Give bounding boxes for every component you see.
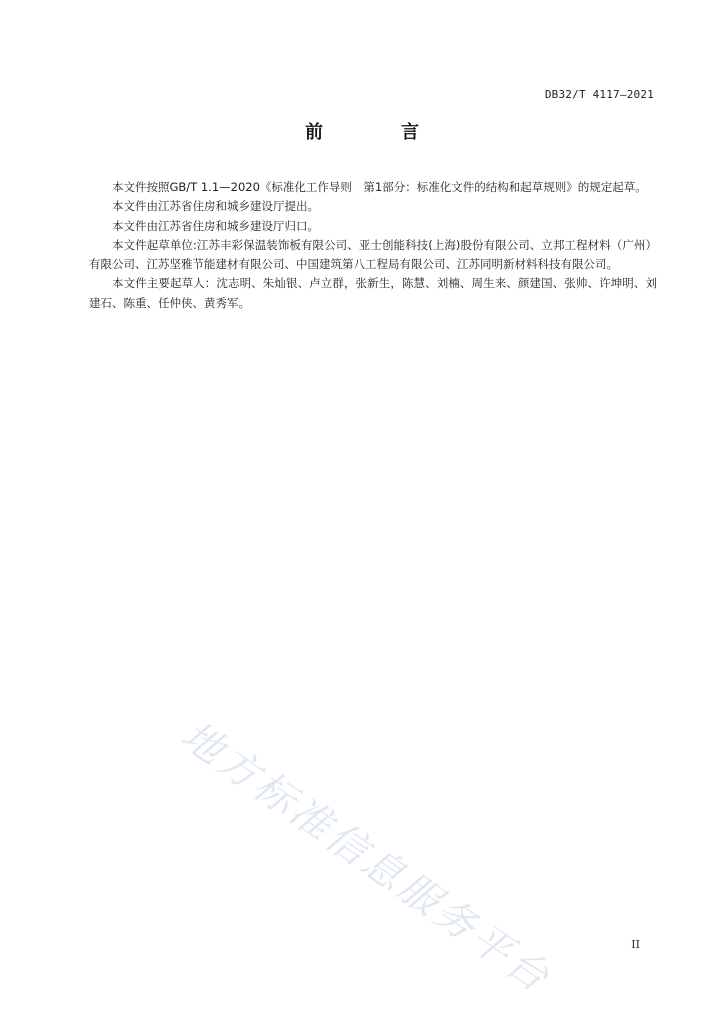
paragraph-administered-by: 本文件由江苏省住房和城乡建设厅归口。	[112, 218, 319, 233]
paragraph-drafting-rules: 本文件按照GB/T 1.1—2020《标准化工作导则 第1部分：标准化文件的结构和起草规则》的规定起草。	[112, 180, 647, 194]
page-title: 前 言	[305, 122, 449, 143]
page-number: II	[631, 938, 640, 951]
document-body	[89, 178, 657, 313]
paragraph-drafting-units: 本文件起草单位:江苏丰彩保温装饰板有限公司、亚士创能科技(上海)股份有限公司、立邦工程材料（广州）有限公司、江苏坚雅节能建材有限公司、中国建筑第八工程局有限公司、江苏同明新材料科技有限公司。	[89, 237, 657, 272]
watermark: 地方标准信息服务平台	[172, 712, 560, 1003]
standard-code: DB32/T 4117—2021	[544, 88, 654, 101]
paragraph-proposed-by: 本文件由江苏省住房和城乡建设厅提出。	[112, 199, 319, 214]
paragraph-drafters: 本文件主要起草人：沈志明、朱灿银、卢立群，张新生，陈慧、刘楠、周生来、颜建国、张帅、许坤明、刘建石、陈重、任仲侠、黄秀军。	[89, 276, 657, 310]
